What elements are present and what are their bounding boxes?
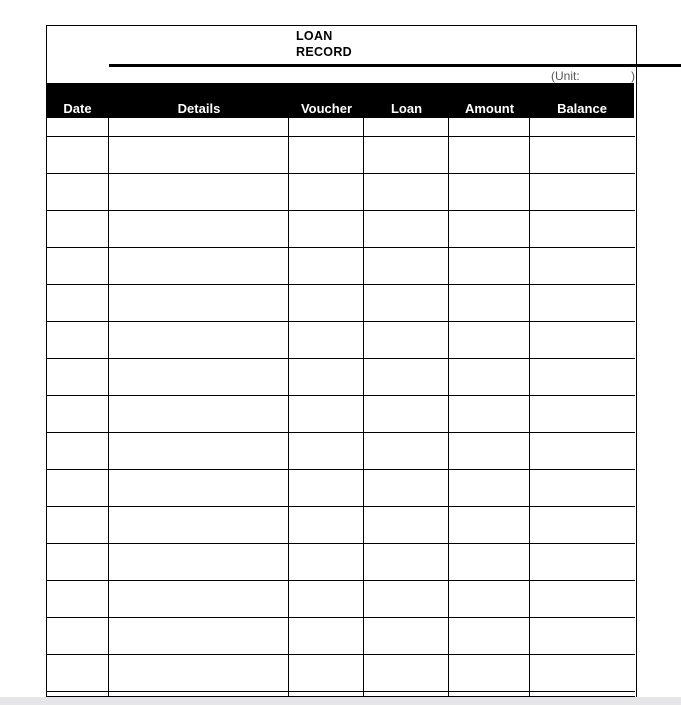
cell-balance[interactable] xyxy=(530,470,635,506)
cell-loan[interactable] xyxy=(364,322,449,358)
cell-loan[interactable] xyxy=(364,581,449,617)
cell-details[interactable] xyxy=(109,618,289,654)
cell-details[interactable] xyxy=(109,396,289,432)
cell-date[interactable] xyxy=(46,248,109,284)
cell-voucher[interactable] xyxy=(289,655,364,691)
cell-balance[interactable] xyxy=(530,359,635,395)
cell-details[interactable] xyxy=(109,470,289,506)
cell-voucher[interactable] xyxy=(289,359,364,395)
column-header-voucher: Voucher xyxy=(300,101,353,116)
cell-voucher[interactable] xyxy=(289,581,364,617)
table-row xyxy=(46,322,635,359)
cell-loan[interactable] xyxy=(364,433,449,469)
cell-amount[interactable] xyxy=(449,544,530,580)
cell-balance[interactable] xyxy=(530,433,635,469)
cell-loan[interactable] xyxy=(364,618,449,654)
cell-details[interactable] xyxy=(109,174,289,210)
cell-details[interactable] xyxy=(109,248,289,284)
column-header-date: Date xyxy=(63,101,92,116)
cell-details[interactable] xyxy=(109,285,289,321)
table-header xyxy=(46,83,634,118)
column-header-balance: Balance xyxy=(557,101,607,116)
cell-date[interactable] xyxy=(46,396,109,432)
cell-amount[interactable] xyxy=(449,396,530,432)
cell-voucher[interactable] xyxy=(289,618,364,654)
cell-voucher[interactable] xyxy=(289,396,364,432)
cell-balance[interactable] xyxy=(530,507,635,543)
cell-date[interactable] xyxy=(46,581,109,617)
cell-date[interactable] xyxy=(46,174,109,210)
cell-balance[interactable] xyxy=(530,137,635,173)
cell-amount[interactable] xyxy=(449,433,530,469)
cell-balance[interactable] xyxy=(530,618,635,654)
cell-loan[interactable] xyxy=(364,248,449,284)
cell-date[interactable] xyxy=(46,285,109,321)
table-row xyxy=(46,248,635,285)
table-row xyxy=(46,433,635,470)
unit-label: (Unit: xyxy=(551,69,580,83)
cell-balance[interactable] xyxy=(530,118,635,136)
cell-details[interactable] xyxy=(109,692,289,696)
cell-balance[interactable] xyxy=(530,322,635,358)
cell-balance[interactable] xyxy=(530,248,635,284)
cell-details[interactable] xyxy=(109,581,289,617)
table-row xyxy=(46,507,635,544)
table-row xyxy=(46,396,635,433)
cell-details[interactable] xyxy=(109,544,289,580)
table-row xyxy=(46,581,635,618)
cell-details[interactable] xyxy=(109,655,289,691)
cell-balance[interactable] xyxy=(530,211,635,247)
viewer-bottom-bar xyxy=(0,697,681,705)
cell-voucher[interactable] xyxy=(289,544,364,580)
cell-date[interactable] xyxy=(46,618,109,654)
table-row xyxy=(46,211,635,248)
cell-balance[interactable] xyxy=(530,692,635,696)
table-row xyxy=(46,655,635,692)
table-row xyxy=(46,137,635,174)
cell-details[interactable] xyxy=(109,507,289,543)
cell-amount[interactable] xyxy=(449,470,530,506)
title-line-2: RECORD xyxy=(296,45,352,59)
cell-amount[interactable] xyxy=(449,618,530,654)
cell-date[interactable] xyxy=(46,211,109,247)
cell-voucher[interactable] xyxy=(289,174,364,210)
cell-voucher[interactable] xyxy=(289,248,364,284)
cell-date[interactable] xyxy=(46,118,109,136)
title-line-1: LOAN xyxy=(296,29,333,43)
table-row xyxy=(46,618,635,655)
cell-voucher[interactable] xyxy=(289,285,364,321)
cell-voucher[interactable] xyxy=(289,137,364,173)
cell-balance[interactable] xyxy=(530,396,635,432)
cell-date[interactable] xyxy=(46,433,109,469)
table-row xyxy=(46,118,635,137)
cell-loan[interactable] xyxy=(364,544,449,580)
cell-details[interactable] xyxy=(109,359,289,395)
cell-voucher[interactable] xyxy=(289,322,364,358)
cell-balance[interactable] xyxy=(530,581,635,617)
cell-date[interactable] xyxy=(46,544,109,580)
cell-date[interactable] xyxy=(46,655,109,691)
cell-balance[interactable] xyxy=(530,655,635,691)
table-row xyxy=(46,174,635,211)
table-row xyxy=(46,359,635,396)
cell-amount[interactable] xyxy=(449,581,530,617)
cell-amount[interactable] xyxy=(449,655,530,691)
cell-date[interactable] xyxy=(46,322,109,358)
cell-loan[interactable] xyxy=(364,137,449,173)
column-header-amount: Amount xyxy=(464,101,515,116)
column-header-details: Details xyxy=(177,101,221,116)
cell-amount[interactable] xyxy=(449,174,530,210)
cell-loan[interactable] xyxy=(364,359,449,395)
cell-voucher[interactable] xyxy=(289,507,364,543)
cell-voucher[interactable] xyxy=(289,433,364,469)
cell-date[interactable] xyxy=(46,359,109,395)
column-header-loan: Loan xyxy=(390,101,423,116)
cell-balance[interactable] xyxy=(530,285,635,321)
cell-loan[interactable] xyxy=(364,470,449,506)
cell-amount[interactable] xyxy=(449,322,530,358)
cell-loan[interactable] xyxy=(364,285,449,321)
cell-loan[interactable] xyxy=(364,211,449,247)
cell-voucher[interactable] xyxy=(289,118,364,136)
cell-loan[interactable] xyxy=(364,655,449,691)
cell-balance[interactable] xyxy=(530,544,635,580)
cell-amount[interactable] xyxy=(449,692,530,696)
cell-amount[interactable] xyxy=(449,248,530,284)
cell-date[interactable] xyxy=(46,692,109,696)
cell-amount[interactable] xyxy=(449,118,530,136)
cell-amount[interactable] xyxy=(449,211,530,247)
cell-loan[interactable] xyxy=(364,507,449,543)
cell-details[interactable] xyxy=(109,211,289,247)
cell-voucher[interactable] xyxy=(289,470,364,506)
cell-balance[interactable] xyxy=(530,174,635,210)
table-row xyxy=(46,285,635,322)
cell-amount[interactable] xyxy=(449,285,530,321)
cell-voucher[interactable] xyxy=(289,211,364,247)
cell-loan[interactable] xyxy=(364,692,449,696)
cell-date[interactable] xyxy=(46,137,109,173)
cell-amount[interactable] xyxy=(449,507,530,543)
cell-details[interactable] xyxy=(109,118,289,136)
cell-amount[interactable] xyxy=(449,359,530,395)
cell-details[interactable] xyxy=(109,322,289,358)
cell-loan[interactable] xyxy=(364,174,449,210)
cell-date[interactable] xyxy=(46,470,109,506)
cell-voucher[interactable] xyxy=(289,692,364,696)
cell-loan[interactable] xyxy=(364,396,449,432)
cell-details[interactable] xyxy=(109,433,289,469)
table-row xyxy=(46,470,635,507)
table-row xyxy=(46,544,635,581)
cell-details[interactable] xyxy=(109,137,289,173)
cell-date[interactable] xyxy=(46,507,109,543)
form-title xyxy=(296,28,352,60)
cell-amount[interactable] xyxy=(449,137,530,173)
cell-loan[interactable] xyxy=(364,118,449,136)
unit-close-paren: ) xyxy=(631,69,635,83)
title-underline xyxy=(109,64,681,67)
